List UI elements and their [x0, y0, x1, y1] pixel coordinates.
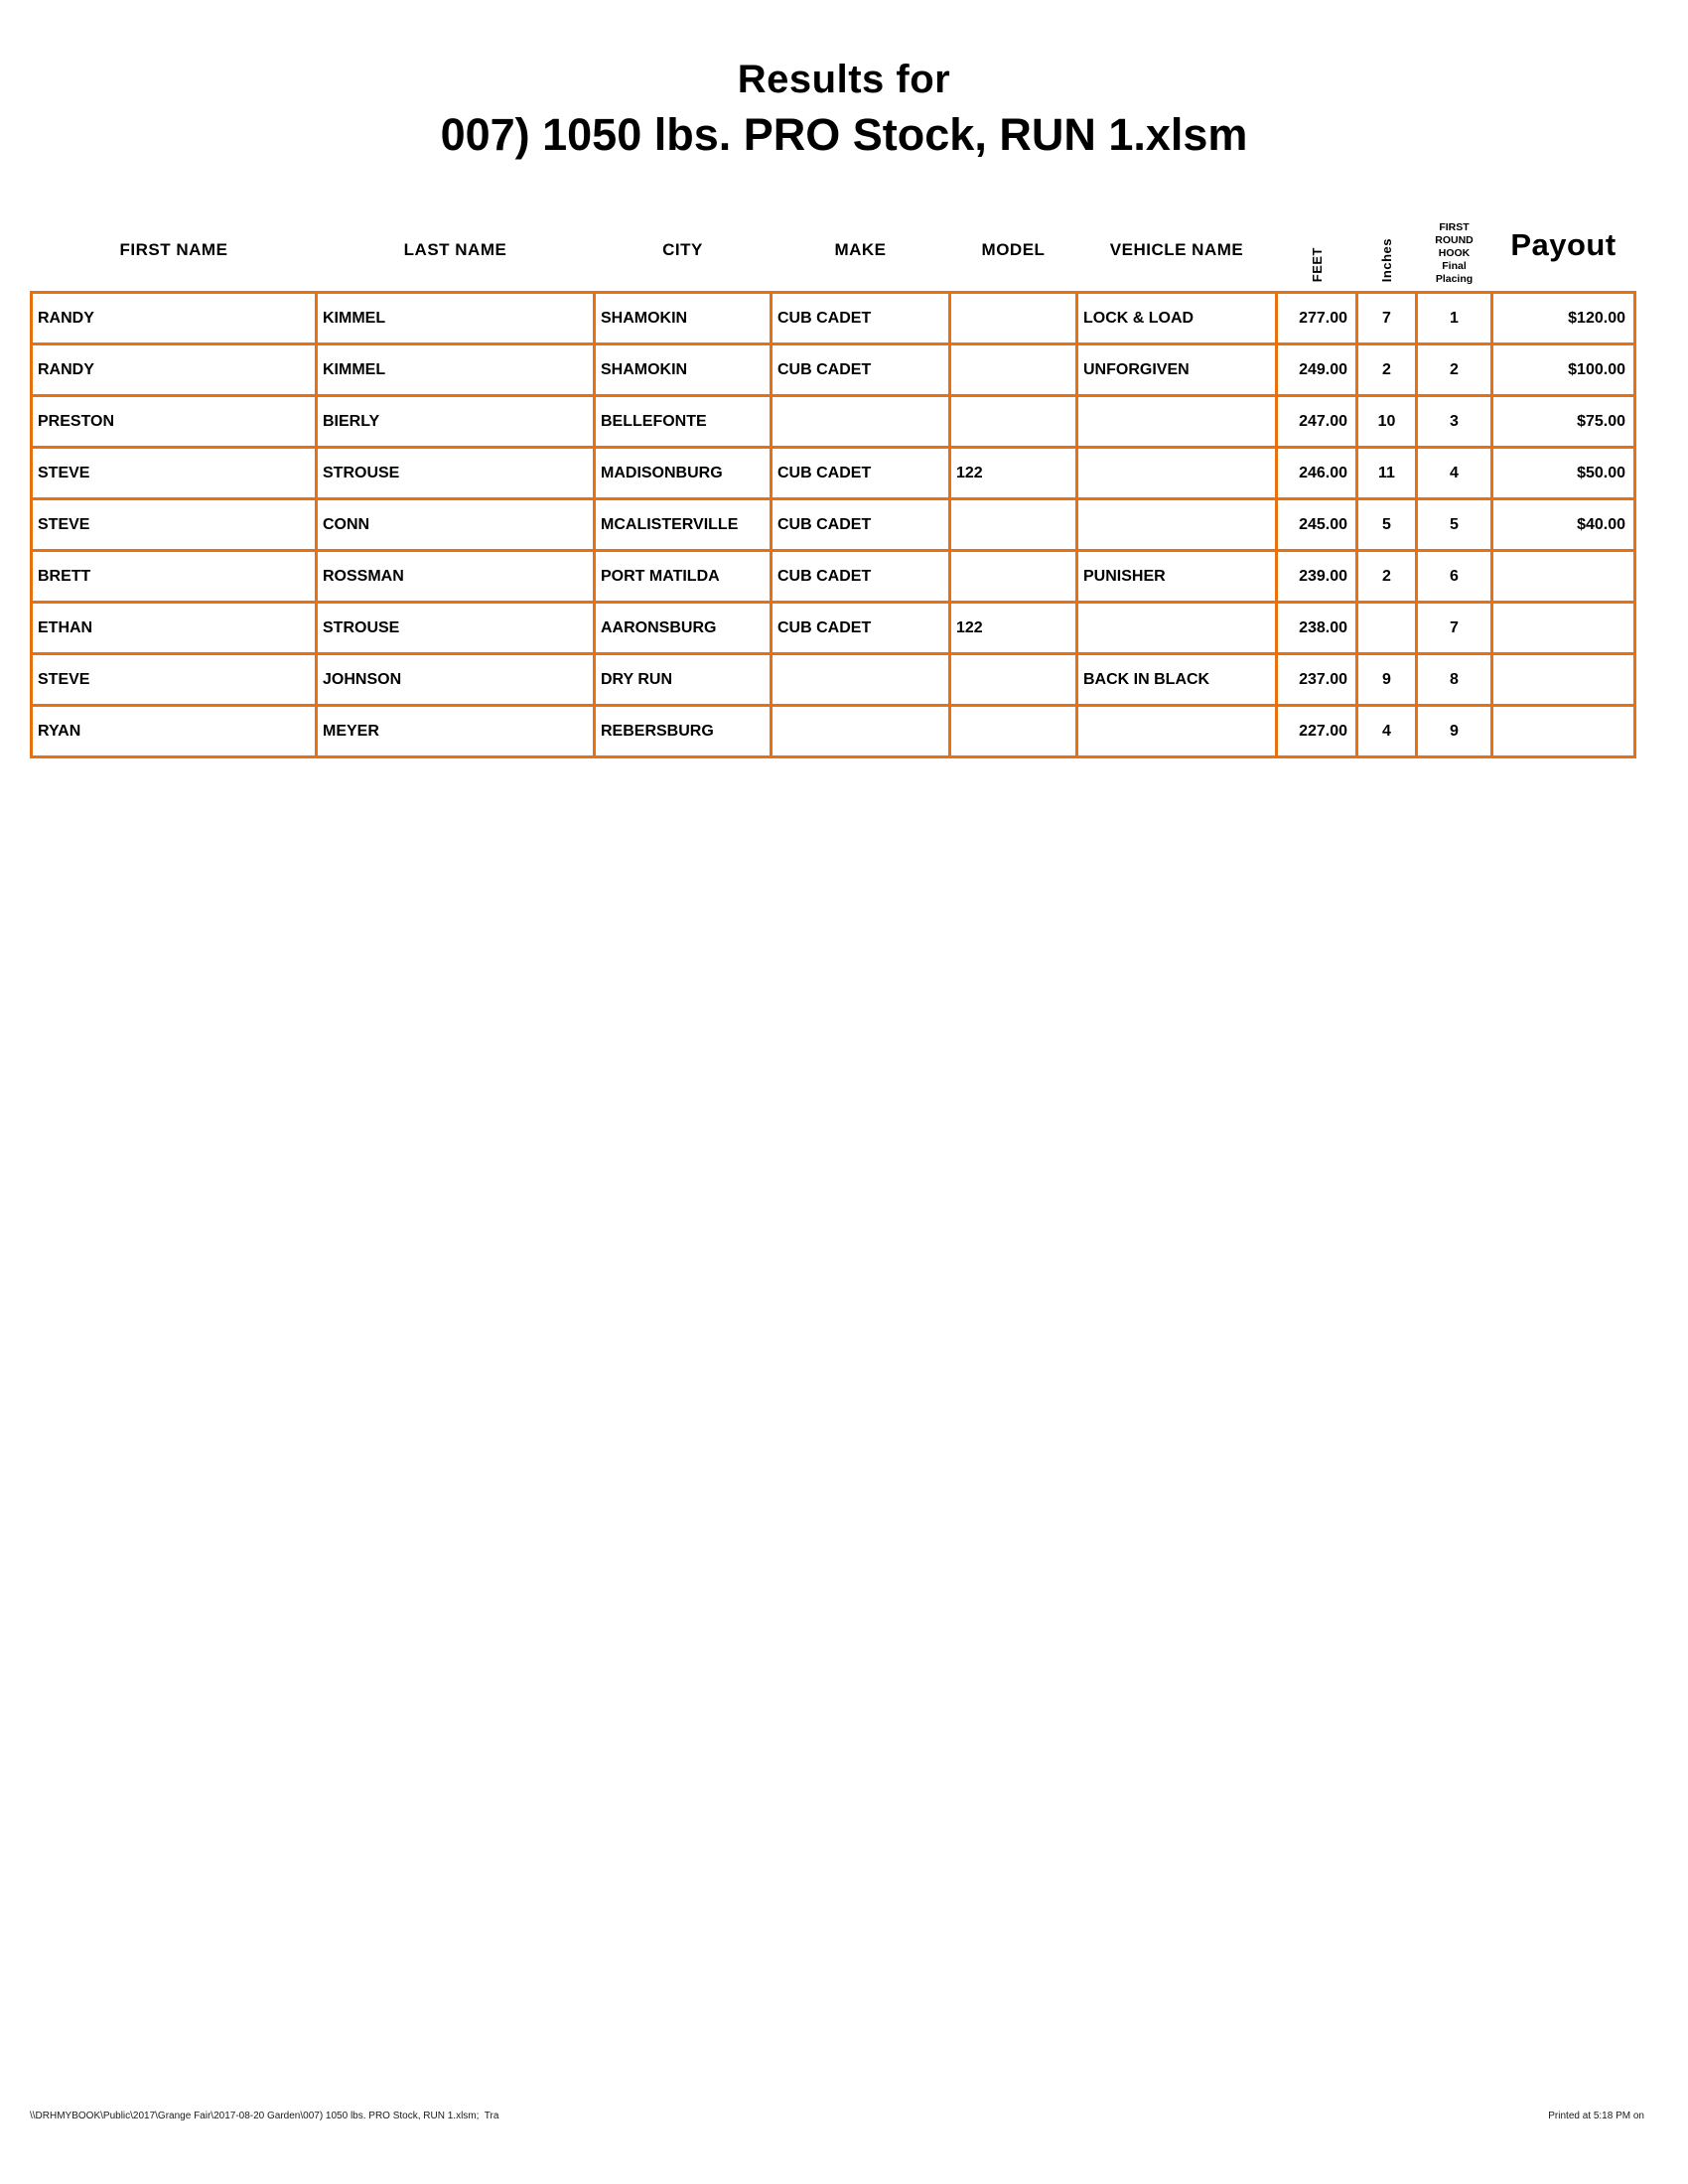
- column-header-label: Payout: [1510, 226, 1617, 262]
- column-header-label: CITY: [662, 239, 703, 259]
- cell-feet: 249.00: [1278, 345, 1355, 394]
- cell-feet: 239.00: [1278, 552, 1355, 601]
- cell-city: REBERSBURG: [596, 707, 770, 755]
- column-header-city: [596, 184, 770, 290]
- cell-model: [951, 500, 1075, 549]
- cell-placing: 7: [1418, 604, 1490, 652]
- cell-model: [951, 397, 1075, 446]
- column-header-label: MODEL: [981, 239, 1046, 259]
- cell-make: [773, 655, 948, 704]
- cell-first-name: BRETT: [33, 552, 315, 601]
- cell-make: CUB CADET: [773, 294, 948, 342]
- cell-inches: 9: [1358, 655, 1415, 704]
- column-header-payout: [1493, 184, 1633, 290]
- cell-last-name: KIMMEL: [318, 294, 593, 342]
- cell-placing: 3: [1418, 397, 1490, 446]
- cell-placing: 5: [1418, 500, 1490, 549]
- cell-feet: 247.00: [1278, 397, 1355, 446]
- cell-vehicle-name: BACK IN BLACK: [1078, 655, 1275, 704]
- column-header-final-placing: [1418, 184, 1490, 290]
- cell-inches: 4: [1358, 707, 1415, 755]
- column-header-label-line: FIRST: [1439, 221, 1470, 233]
- cell-inches: 7: [1358, 294, 1415, 342]
- cell-inches: 10: [1358, 397, 1415, 446]
- column-header-inches: [1358, 184, 1415, 290]
- results-table-body: [30, 291, 1636, 758]
- cell-payout: [1493, 707, 1633, 755]
- cell-last-name: KIMMEL: [318, 345, 593, 394]
- cell-vehicle-name: [1078, 449, 1275, 497]
- cell-payout: $100.00: [1493, 345, 1633, 394]
- cell-payout: [1493, 604, 1633, 652]
- table-header-row: [30, 184, 1636, 290]
- cell-model: [951, 345, 1075, 394]
- cell-payout: [1493, 552, 1633, 601]
- column-header-first-name: [33, 184, 315, 290]
- column-header-label-line: HOOK: [1438, 247, 1471, 259]
- cell-last-name: ROSSMAN: [318, 552, 593, 601]
- cell-placing: 8: [1418, 655, 1490, 704]
- cell-last-name: CONN: [318, 500, 593, 549]
- cell-last-name: BIERLY: [318, 397, 593, 446]
- cell-city: SHAMOKIN: [596, 345, 770, 394]
- cell-payout: $50.00: [1493, 449, 1633, 497]
- cell-placing: 4: [1418, 449, 1490, 497]
- column-header-label-line: Placing: [1435, 273, 1474, 285]
- cell-last-name: JOHNSON: [318, 655, 593, 704]
- cell-make: CUB CADET: [773, 500, 948, 549]
- cell-placing: 1: [1418, 294, 1490, 342]
- cell-city: BELLEFONTE: [596, 397, 770, 446]
- cell-city: SHAMOKIN: [596, 294, 770, 342]
- cell-inches: 2: [1358, 552, 1415, 601]
- cell-make: CUB CADET: [773, 604, 948, 652]
- page-title: Results for: [737, 58, 951, 101]
- cell-vehicle-name: PUNISHER: [1078, 552, 1275, 601]
- cell-first-name: STEVE: [33, 449, 315, 497]
- cell-model: [951, 655, 1075, 704]
- cell-first-name: RANDY: [33, 345, 315, 394]
- column-header-vehicle-name: [1078, 184, 1275, 290]
- cell-feet: 277.00: [1278, 294, 1355, 342]
- cell-make: [773, 397, 948, 446]
- column-header-label-rotated: Inches: [1379, 237, 1394, 282]
- cell-make: [773, 707, 948, 755]
- cell-model: 122: [951, 604, 1075, 652]
- cell-feet: 245.00: [1278, 500, 1355, 549]
- cell-make: CUB CADET: [773, 552, 948, 601]
- cell-first-name: STEVE: [33, 500, 315, 549]
- column-header-model: [951, 184, 1075, 290]
- column-header-label: VEHICLE NAME: [1109, 239, 1244, 259]
- cell-payout: $40.00: [1493, 500, 1633, 549]
- cell-feet: 227.00: [1278, 707, 1355, 755]
- page-subtitle-filename: 007) 1050 lbs. PRO Stock, RUN 1.xlsm: [440, 109, 1248, 160]
- cell-inches: 5: [1358, 500, 1415, 549]
- cell-first-name: STEVE: [33, 655, 315, 704]
- cell-last-name: STROUSE: [318, 449, 593, 497]
- cell-inches: [1358, 604, 1415, 652]
- cell-city: DRY RUN: [596, 655, 770, 704]
- cell-feet: 238.00: [1278, 604, 1355, 652]
- cell-city: PORT MATILDA: [596, 552, 770, 601]
- cell-vehicle-name: LOCK & LOAD: [1078, 294, 1275, 342]
- column-header-label: FIRST NAME: [119, 239, 228, 259]
- column-header-make: [773, 184, 948, 290]
- cell-vehicle-name: UNFORGIVEN: [1078, 345, 1275, 394]
- column-header-label-line: Final: [1442, 260, 1467, 272]
- cell-placing: 6: [1418, 552, 1490, 601]
- column-header-label-line: ROUND: [1435, 234, 1474, 246]
- cell-payout: $75.00: [1493, 397, 1633, 446]
- cell-model: [951, 552, 1075, 601]
- column-header-last-name: [318, 184, 593, 290]
- cell-vehicle-name: [1078, 500, 1275, 549]
- cell-make: CUB CADET: [773, 449, 948, 497]
- column-header-label: LAST NAME: [403, 239, 507, 259]
- cell-feet: 246.00: [1278, 449, 1355, 497]
- cell-first-name: RYAN: [33, 707, 315, 755]
- cell-vehicle-name: [1078, 604, 1275, 652]
- cell-vehicle-name: [1078, 707, 1275, 755]
- cell-city: MCALISTERVILLE: [596, 500, 770, 549]
- cell-city: MADISONBURG: [596, 449, 770, 497]
- cell-first-name: RANDY: [33, 294, 315, 342]
- cell-model: [951, 707, 1075, 755]
- column-header-label: MAKE: [834, 239, 887, 259]
- footer-file-path: \\DRHMYBOOK\Public\2017\Grange Fair\2017-08-20 Garden\007) 1050 lbs. PRO Stock, RUN 1.xlsm; Tra: [30, 2111, 499, 2121]
- cell-payout: [1493, 655, 1633, 704]
- cell-payout: $120.00: [1493, 294, 1633, 342]
- cell-inches: 2: [1358, 345, 1415, 394]
- footer-printed-timestamp: Printed at 5:18 PM on: [1548, 2111, 1644, 2121]
- cell-last-name: STROUSE: [318, 604, 593, 652]
- cell-vehicle-name: [1078, 397, 1275, 446]
- cell-feet: 237.00: [1278, 655, 1355, 704]
- column-header-label-rotated: FEET: [1309, 246, 1325, 282]
- cell-inches: 11: [1358, 449, 1415, 497]
- cell-placing: 9: [1418, 707, 1490, 755]
- cell-model: [951, 294, 1075, 342]
- cell-first-name: ETHAN: [33, 604, 315, 652]
- cell-last-name: MEYER: [318, 707, 593, 755]
- column-header-feet: [1278, 184, 1355, 290]
- cell-model: 122: [951, 449, 1075, 497]
- cell-placing: 2: [1418, 345, 1490, 394]
- cell-city: AARONSBURG: [596, 604, 770, 652]
- cell-make: CUB CADET: [773, 345, 948, 394]
- cell-first-name: PRESTON: [33, 397, 315, 446]
